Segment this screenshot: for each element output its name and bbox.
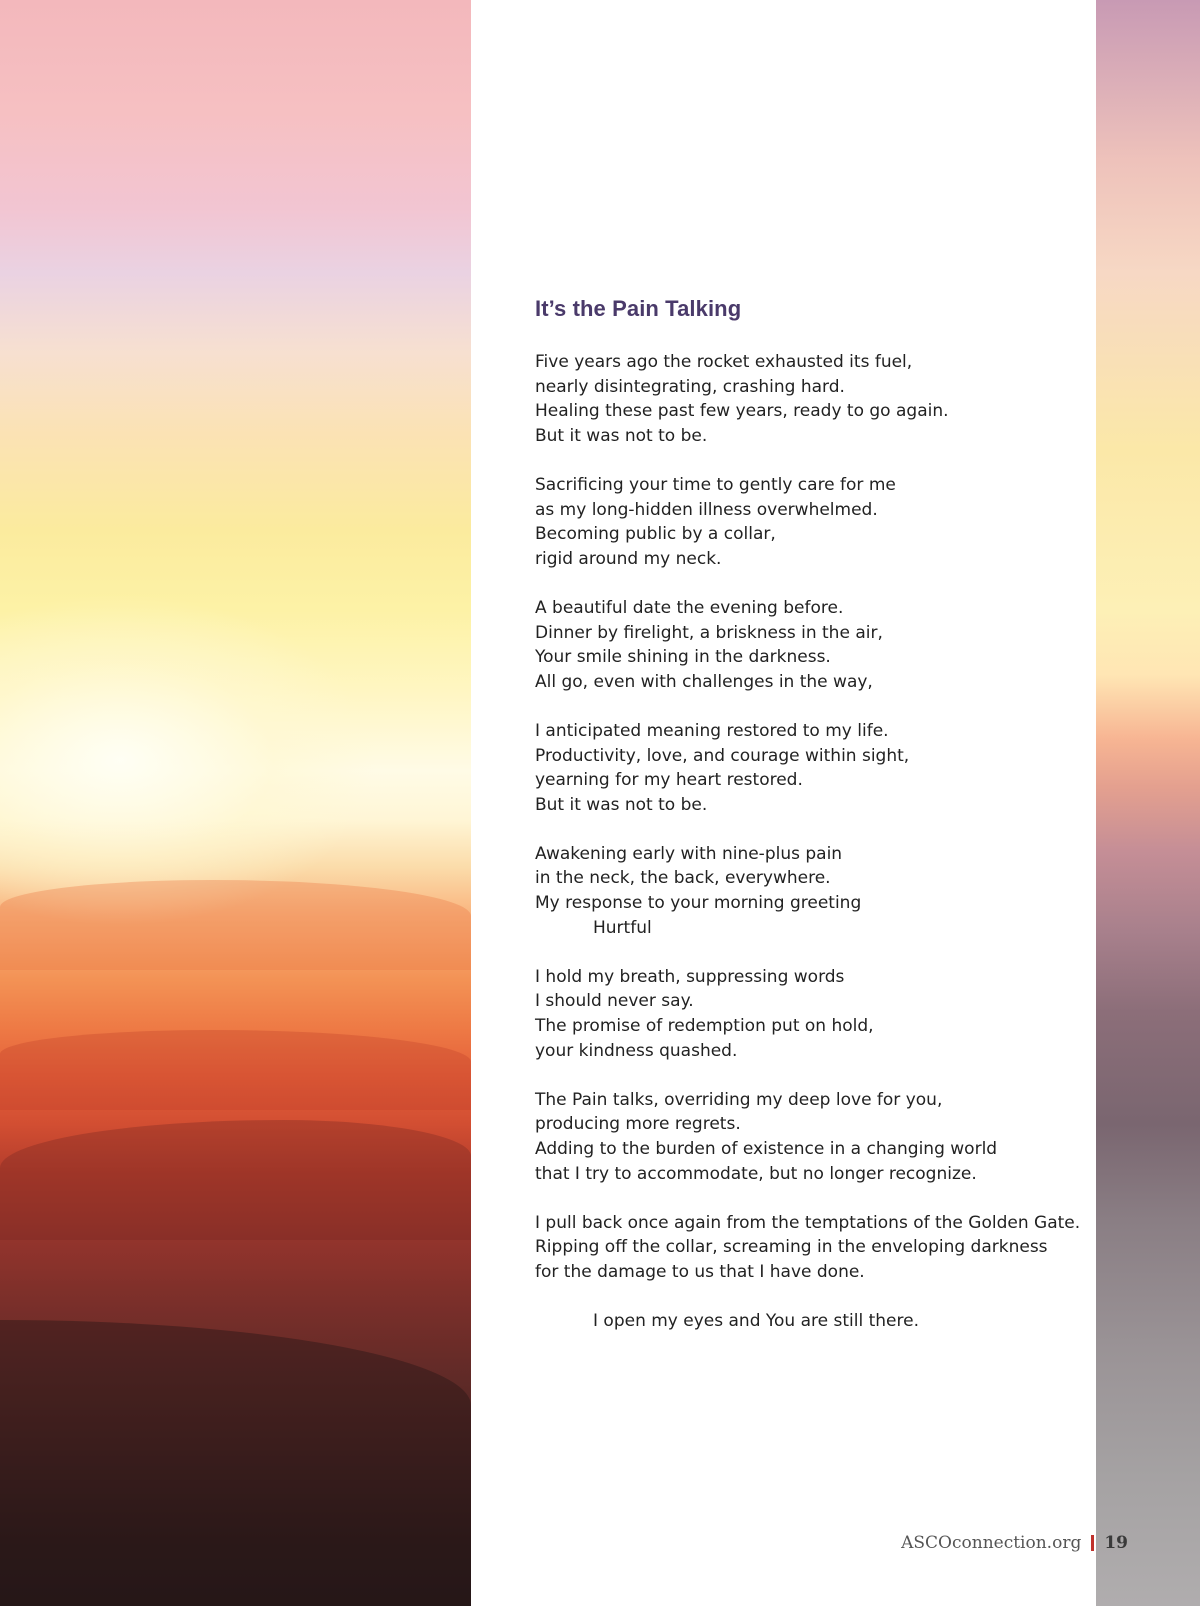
poem-line: nearly disintegrating, crashing hard. <box>535 376 845 397</box>
poem-line: Adding to the burden of existence in a changing world <box>535 1139 998 1159</box>
poem-line: Awakening early with nine-plus pain <box>535 843 843 864</box>
poem-line: I anticipated meaning restored to my life. <box>535 720 889 741</box>
sunset-mountain-photo-left <box>0 0 471 1606</box>
poem-line: Your smile shining in the darkness. <box>535 647 831 668</box>
poem-line: in the neck, the back, everywhere. <box>535 868 831 889</box>
mountain-ridge <box>0 1030 471 1110</box>
poem-stanza <box>535 1309 1075 1334</box>
mountain-ridge <box>0 880 471 970</box>
poem-line: as my long-hidden illness overwhelmed. <box>535 499 878 520</box>
poem-line: Becoming public by a collar, <box>535 524 776 545</box>
poem-title: It’s the Pain Talking <box>535 296 742 321</box>
poem-line: rigid around my neck. <box>535 548 722 569</box>
poem-line: Ripping off the collar, screaming in the enveloping darkness <box>535 1237 1048 1258</box>
poem-line: Sacrificing your time to gently care for me <box>535 474 896 495</box>
poem-line: All go, even with challenges in the way, <box>535 671 873 692</box>
mountain-ridge <box>0 1120 471 1240</box>
sunset-mountain-photo-right <box>1096 0 1200 1606</box>
page-footer <box>901 1533 1128 1553</box>
poem-line: I hold my breath, suppressing words <box>535 966 845 987</box>
poem-stanza <box>535 965 1075 1063</box>
poem-line: that I try to accommodate, but no longer recognize. <box>535 1163 977 1184</box>
poem-line: I open my eyes and You are still there. <box>593 1311 919 1332</box>
poem-line: producing more regrets. <box>535 1114 741 1135</box>
poem-line: Five years ago the rocket exhausted its fuel, <box>535 352 913 372</box>
poem-stanza <box>535 1211 1081 1285</box>
poem-line: Dinner by firelight, a briskness in the air, <box>535 622 883 643</box>
poem-line: But it was not to be. <box>535 794 708 815</box>
poem-line: My response to your morning greeting <box>535 893 862 914</box>
poem-line: yearning for my heart restored. <box>535 770 803 791</box>
poem-stanza <box>535 596 1075 694</box>
page-number: 19 <box>1104 1533 1128 1553</box>
poem-line: But it was not to be. <box>535 425 708 446</box>
poem-stanza <box>535 719 1075 817</box>
poem-line: The promise of redemption put on hold, <box>535 1016 874 1037</box>
poem-line: I pull back once again from the temptations of the Golden Gate. <box>535 1212 1081 1233</box>
poem-line: I should never say. <box>535 991 694 1012</box>
poem-stanza <box>535 473 1075 571</box>
poem-line: Healing these past few years, ready to go again. <box>535 401 949 422</box>
poem-line: A beautiful date the evening before. <box>535 597 844 618</box>
footer-divider <box>1091 1535 1094 1551</box>
poem-line: for the damage to us that I have done. <box>535 1261 865 1282</box>
poem-line: The Pain talks, overriding my deep love for you, <box>535 1089 943 1110</box>
mountain-ridge <box>0 1320 471 1606</box>
poem-body <box>535 350 1081 1358</box>
poem-stanza <box>535 1088 1075 1186</box>
poem-stanza <box>535 350 1075 448</box>
poem-line: Productivity, love, and courage within sight, <box>535 745 910 766</box>
footer-site-link[interactable]: ASCOconnection.org <box>901 1533 1082 1553</box>
poem-line: your kindness quashed. <box>535 1040 738 1061</box>
poem-line: Hurtful <box>593 917 652 938</box>
poem-stanza <box>535 842 1075 940</box>
